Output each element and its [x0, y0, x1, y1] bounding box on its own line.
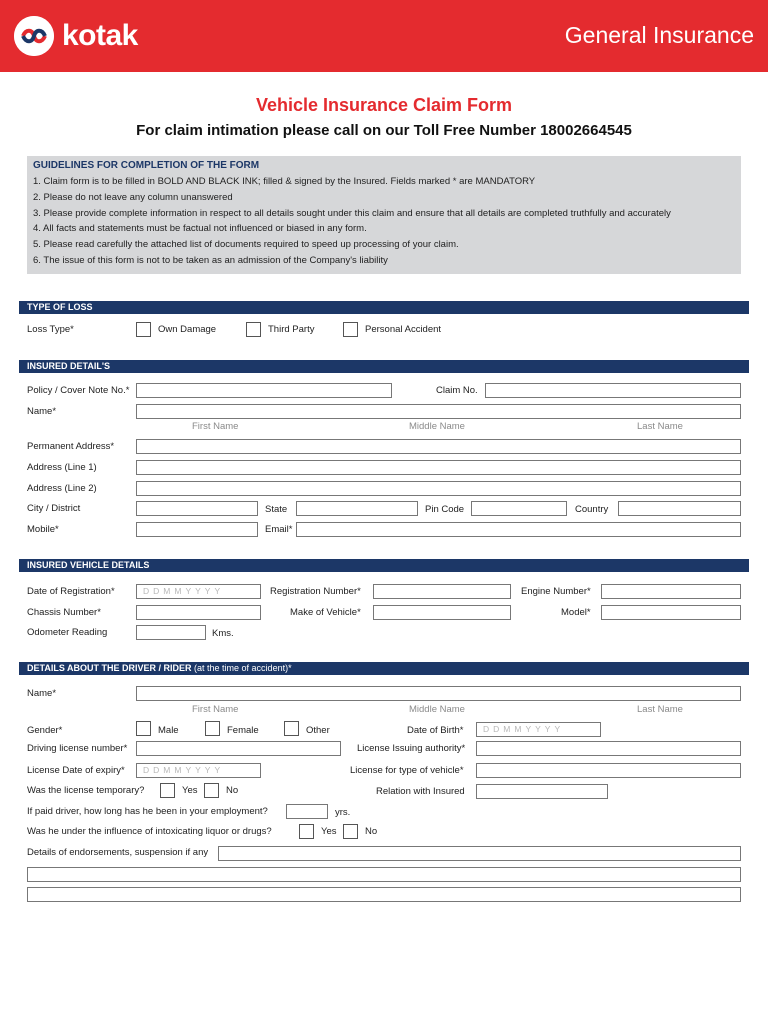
odometer-field[interactable] [136, 625, 206, 640]
driver-name-field[interactable] [136, 686, 741, 701]
model-field[interactable] [601, 605, 741, 620]
mobile-label: Mobile* [27, 524, 59, 535]
country-label: Country [575, 504, 609, 515]
odometer-label: Odometer Reading [27, 627, 108, 638]
gender-male-label: Male [158, 725, 179, 736]
license-type-label: License for type of vehicle* [350, 765, 464, 776]
permanent-address-label: Permanent Address* [27, 441, 115, 452]
endorsements-field[interactable] [218, 846, 741, 861]
guideline-item: 2. Please do not leave any column unanswered [33, 191, 233, 203]
gender-female-label: Female [227, 725, 259, 736]
gender-other-checkbox[interactable] [284, 721, 299, 736]
influence-no-label: No [365, 826, 378, 837]
guidelines-list [33, 174, 735, 269]
gender-female-checkbox[interactable] [205, 721, 220, 736]
license-number-field[interactable] [136, 741, 341, 756]
guideline-item: 1. Claim form is to be filled in BOLD AND BLACK INK; filled & signed by the Insured. Fields marked * are MANDATORY [33, 176, 536, 187]
endorsements-line3-field[interactable] [27, 887, 741, 902]
header-title: General Insurance [564, 22, 754, 48]
kms-label: Kms. [212, 628, 234, 639]
years-label: yrs. [335, 807, 351, 818]
own-damage-label: Own Damage [158, 324, 217, 335]
insured-name-field[interactable] [136, 404, 741, 419]
make-of-vehicle-label: Make of Vehicle* [290, 607, 361, 618]
loss-type-label: Loss Type* [27, 324, 74, 335]
middle-name-caption: Middle Name [409, 421, 465, 432]
license-temporary-yes-checkbox[interactable] [160, 783, 175, 798]
gender-label: Gender* [27, 725, 63, 736]
registration-date-field[interactable]: DDMMYYYY [136, 584, 261, 599]
address-line1-label: Address (Line 1) [27, 462, 97, 473]
paid-driver-label: If paid driver, how long has he been in your employment? [27, 806, 268, 817]
third-party-label: Third Party [268, 324, 315, 335]
country-field[interactable] [618, 501, 741, 516]
guidelines-box [27, 156, 741, 274]
engine-number-field[interactable] [601, 584, 741, 599]
address-line2-field[interactable] [136, 481, 741, 496]
guidelines-heading: GUIDELINES FOR COMPLETION OF THE FORM [33, 160, 260, 171]
email-label: Email* [265, 524, 293, 535]
form-subtitle: For claim intimation please call on our Toll Free Number 18002664545 [136, 122, 632, 139]
license-type-field[interactable] [476, 763, 741, 778]
first-name-caption: First Name [192, 421, 239, 432]
header-bar [0, 0, 768, 72]
kotak-logo-icon [14, 16, 54, 56]
claim-number-field[interactable] [485, 383, 741, 398]
driver-first-name-caption: First Name [192, 704, 239, 715]
personal-accident-label: Personal Accident [365, 324, 442, 335]
address-line1-field[interactable] [136, 460, 741, 475]
third-party-checkbox[interactable] [246, 322, 261, 337]
state-label: State [265, 504, 288, 515]
driver-last-name-caption: Last Name [637, 704, 683, 715]
gender-male-checkbox[interactable] [136, 721, 151, 736]
registration-number-field[interactable] [373, 584, 511, 599]
issuing-authority-field[interactable] [476, 741, 741, 756]
city-field[interactable] [136, 501, 258, 516]
influence-label: Was he under the influence of intoxicating liquor or drugs? [27, 826, 272, 837]
endorsements-label: Details of endorsements, suspension if any [27, 847, 209, 858]
insured-name-label: Name* [27, 406, 57, 417]
mobile-field[interactable] [136, 522, 258, 537]
license-temporary-label: Was the license temporary? [27, 785, 145, 796]
guideline-item: 4. All facts and statements must be factual not influenced or biased in any form. [33, 223, 367, 235]
policy-number-field[interactable] [136, 383, 392, 398]
form-title: Vehicle Insurance Claim Form [255, 95, 513, 115]
permanent-address-field[interactable] [136, 439, 741, 454]
claim-number-label: Claim No. [436, 385, 478, 396]
pin-code-field[interactable] [471, 501, 567, 516]
date-of-birth-field[interactable]: DDMMYYYY [476, 722, 601, 737]
section-driver-details [19, 662, 749, 675]
kotak-logo [14, 16, 138, 56]
state-field[interactable] [296, 501, 418, 516]
influence-yes-label: Yes [321, 826, 337, 837]
section-insured-details: INSURED DETAIL'S [19, 360, 749, 373]
gender-other-label: Other [306, 725, 330, 736]
brand-name: kotak [62, 19, 138, 52]
relation-label: Relation with Insured [376, 786, 465, 797]
driver-section-suffix: (at the time of accident)* [194, 663, 292, 673]
make-of-vehicle-field[interactable] [373, 605, 511, 620]
license-temporary-yes-label: Yes [182, 785, 198, 796]
license-number-label: Driving license number* [27, 743, 128, 754]
guideline-item: 5. Please read carefully the attached list of documents required to speed up processing of your claim. [33, 239, 459, 251]
policy-number-label: Policy / Cover Note No.* [27, 385, 130, 396]
influence-no-checkbox[interactable] [343, 824, 358, 839]
date-of-birth-label: Date of Birth* [407, 725, 464, 736]
chassis-number-label: Chassis Number* [27, 607, 101, 618]
driver-section-heading: DETAILS ABOUT THE DRIVER / RIDER [27, 663, 192, 673]
pin-code-label: Pin Code [425, 504, 465, 515]
personal-accident-checkbox[interactable] [343, 322, 358, 337]
section-type-of-loss: TYPE OF LOSS [19, 301, 749, 314]
registration-date-label: Date of Registration* [27, 586, 115, 597]
last-name-caption: Last Name [637, 421, 683, 432]
driver-middle-name-caption: Middle Name [409, 704, 465, 715]
engine-number-label: Engine Number* [521, 586, 591, 597]
guideline-item: 3. Please provide complete information in respect to all details sought under this claim and ensure that all details are completed truthfully and accurately [33, 207, 671, 219]
influence-yes-checkbox[interactable] [299, 824, 314, 839]
registration-number-label: Registration Number* [270, 586, 361, 597]
city-label: City / District [27, 503, 81, 514]
license-expiry-field[interactable]: DDMMYYYY [136, 763, 261, 778]
relation-field[interactable] [476, 784, 608, 799]
license-temporary-no-label: No [226, 785, 239, 796]
issuing-authority-label: License Issuing authority* [357, 743, 466, 754]
license-expiry-label: License Date of expiry* [27, 765, 125, 776]
section-vehicle-details: INSURED VEHICLE DETAILS [19, 559, 749, 572]
model-label: Model* [561, 607, 591, 618]
own-damage-checkbox[interactable] [136, 322, 151, 337]
endorsements-line2-field[interactable] [27, 867, 741, 882]
license-temporary-no-checkbox[interactable] [204, 783, 219, 798]
email-field[interactable] [296, 522, 741, 537]
employment-years-field[interactable] [286, 804, 328, 819]
driver-name-label: Name* [27, 688, 57, 699]
chassis-number-field[interactable] [136, 605, 261, 620]
address-line2-label: Address (Line 2) [27, 483, 97, 494]
guideline-item: 6. The issue of this form is not to be taken as an admission of the Company's liability [33, 254, 388, 266]
